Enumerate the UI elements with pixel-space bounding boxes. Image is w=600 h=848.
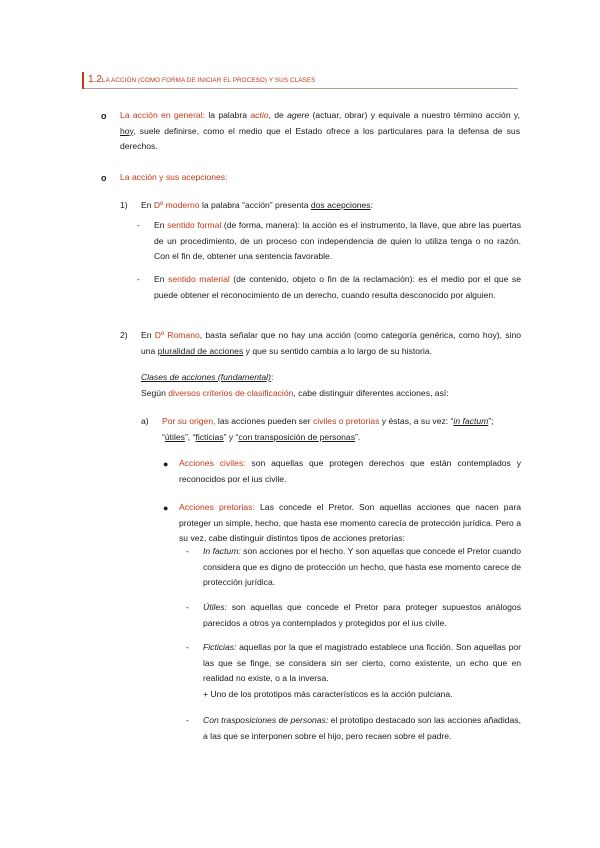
paragraph-in-factum: In factum: son acciones por el hecho. Y son aquellas que concede el Pretor cuando considera que es digno de protección un hecho, que hasta ese momento carece de protección jurídica. — [203, 546, 521, 588]
dash-bullet: - — [186, 715, 189, 725]
term-sentido-material: sentido material — [168, 274, 230, 284]
term-accion-general: La acción en general: — [120, 110, 206, 120]
section-header — [82, 72, 518, 89]
list-number: 1) — [120, 200, 128, 210]
list-letter: a) — [141, 416, 149, 426]
paragraph-sentido-formal: En sentido formal (de forma, manera): la acción es el instrumento, la llave, que abre las puertas de un procedimiento, de un proceso con independencia de quien lo utiliza tenga o no razón. Con el fin de, obtener una sentencia favorable. — [154, 220, 521, 262]
paragraph-ficticias: Ficticias: aquellas por la que el magistrado establece una ficción. Son aquellas por las que se finge, se considera sin ser cierto, como existente, un echo que en realidad no existe, o a la inversa. — [203, 642, 521, 684]
term-utiles: Útiles: — [203, 602, 227, 612]
term-derecho-romano: Dº Romano — [154, 330, 200, 340]
dash-bullet: - — [186, 642, 189, 652]
note-accion-pulciana: + Uno de los prototipos más característicos es la acción pulciana. — [203, 689, 453, 699]
term-acciones-pretorias: Acciones pretorias: — [179, 502, 255, 512]
term-ficticias: Ficticias: — [203, 642, 237, 652]
bullet-dot: ● — [163, 459, 169, 469]
bullet-circle: o — [101, 173, 107, 183]
dash-bullet: - — [137, 274, 140, 284]
term-criterios: diversos criterios de clasificación — [168, 387, 294, 398]
heading-acepciones: La acción y sus acepciones: — [120, 172, 228, 182]
paragraph-accion-general: La acción en general: la palabra actio, de agere (actuar, obrar) y equivale a nuestro término acción y, hoy, suele definirse, como el medio que el Estado ofrece a los particulares para la defensa de sus derechos. — [120, 110, 520, 152]
term-in-factum: In factum: — [203, 546, 241, 556]
bullet-circle: o — [101, 111, 107, 121]
paragraph-clases: Clases de acciones (fundamental): Según diversos criterios de clasificación, cabe distinguir diferentes acciones, así: — [141, 372, 449, 398]
dash-bullet: - — [186, 602, 189, 612]
section-number: 1.2 — [88, 74, 102, 85]
term-sentido-formal: sentido formal — [167, 220, 222, 230]
heading-clases: Clases de acciones (fundamental) — [141, 372, 271, 382]
term-civiles-pretorias: civiles o pretorias — [312, 416, 380, 426]
term-derecho-moderno: Dº moderno — [153, 200, 200, 210]
dash-bullet: - — [186, 546, 189, 556]
term-dos-acepciones: dos acepciones — [310, 200, 371, 210]
list-number: 2) — [120, 330, 128, 340]
term-hoy: hoy — [120, 125, 134, 136]
term-acciones-civiles: Acciones civiles: — [179, 458, 246, 468]
paragraph-por-su-origen: Por su origen, las acciones pueden ser civiles o pretorias y éstas, a su vez: “in factum”; “útiles”, “ficticias” y “con transposición de personas”. — [162, 416, 494, 442]
term-por-su-origen: Por su origen, — [162, 416, 216, 426]
term-pluralidad: pluralidad de acciones — [157, 345, 244, 356]
paragraph-trasposiciones: Con trasposiciones de personas: el prototipo destacado son las acciones añadidas, a las que se interponen sobre el hijo, pero recaen sobre el padre. — [203, 715, 521, 741]
paragraph-derecho-romano: En Dº Romano, basta señalar que no hay una acción (como categoría genérica, como hoy), sino una pluralidad de acciones y que su sentido cambia a lo largo de su historia. — [141, 330, 522, 356]
paragraph-acciones-civiles: Acciones civiles: son aquellas que protegen derechos que están contemplados y reconocidos por el ius civile. — [179, 458, 521, 484]
term-agere: agere — [287, 110, 310, 120]
term-trasposiciones: Con trasposiciones de personas: — [203, 715, 329, 725]
paragraph-acciones-pretorias: Acciones pretorias: Las concede el Pretor. Son aquellas acciones que nacen para proteger un simple, hecho, que hasta ese momento carecía de protección jurídica. Pero a su vez, cabe distinguir distintos tipos de acciones pretorias: — [179, 502, 521, 544]
section-title: LA ACCIÓN (COMO FORMA DE INICIAR EL PROCESO) Y SUS CLASES — [102, 77, 316, 84]
header-accent-bar — [82, 72, 84, 89]
paragraph-sentido-material: En sentido material (de contenido, objeto o fin de la reclamación): es el medio por el que se puede obtener el reconocimiento de un derecho, cuando resulta desconocido por alguien. — [154, 274, 522, 300]
dash-bullet: - — [137, 220, 140, 230]
bullet-dot: ● — [163, 503, 169, 513]
paragraph-utiles: Útiles: son aquellas que concede el Pretor para proteger supuestos análogos parecidos a otros ya contemplados y protegidos por el ius civile. — [203, 602, 521, 628]
paragraph-derecho-moderno: En Dº moderno la palabra “acción” presenta dos acepciones: — [141, 200, 373, 210]
term-actio: actio — [250, 110, 269, 120]
